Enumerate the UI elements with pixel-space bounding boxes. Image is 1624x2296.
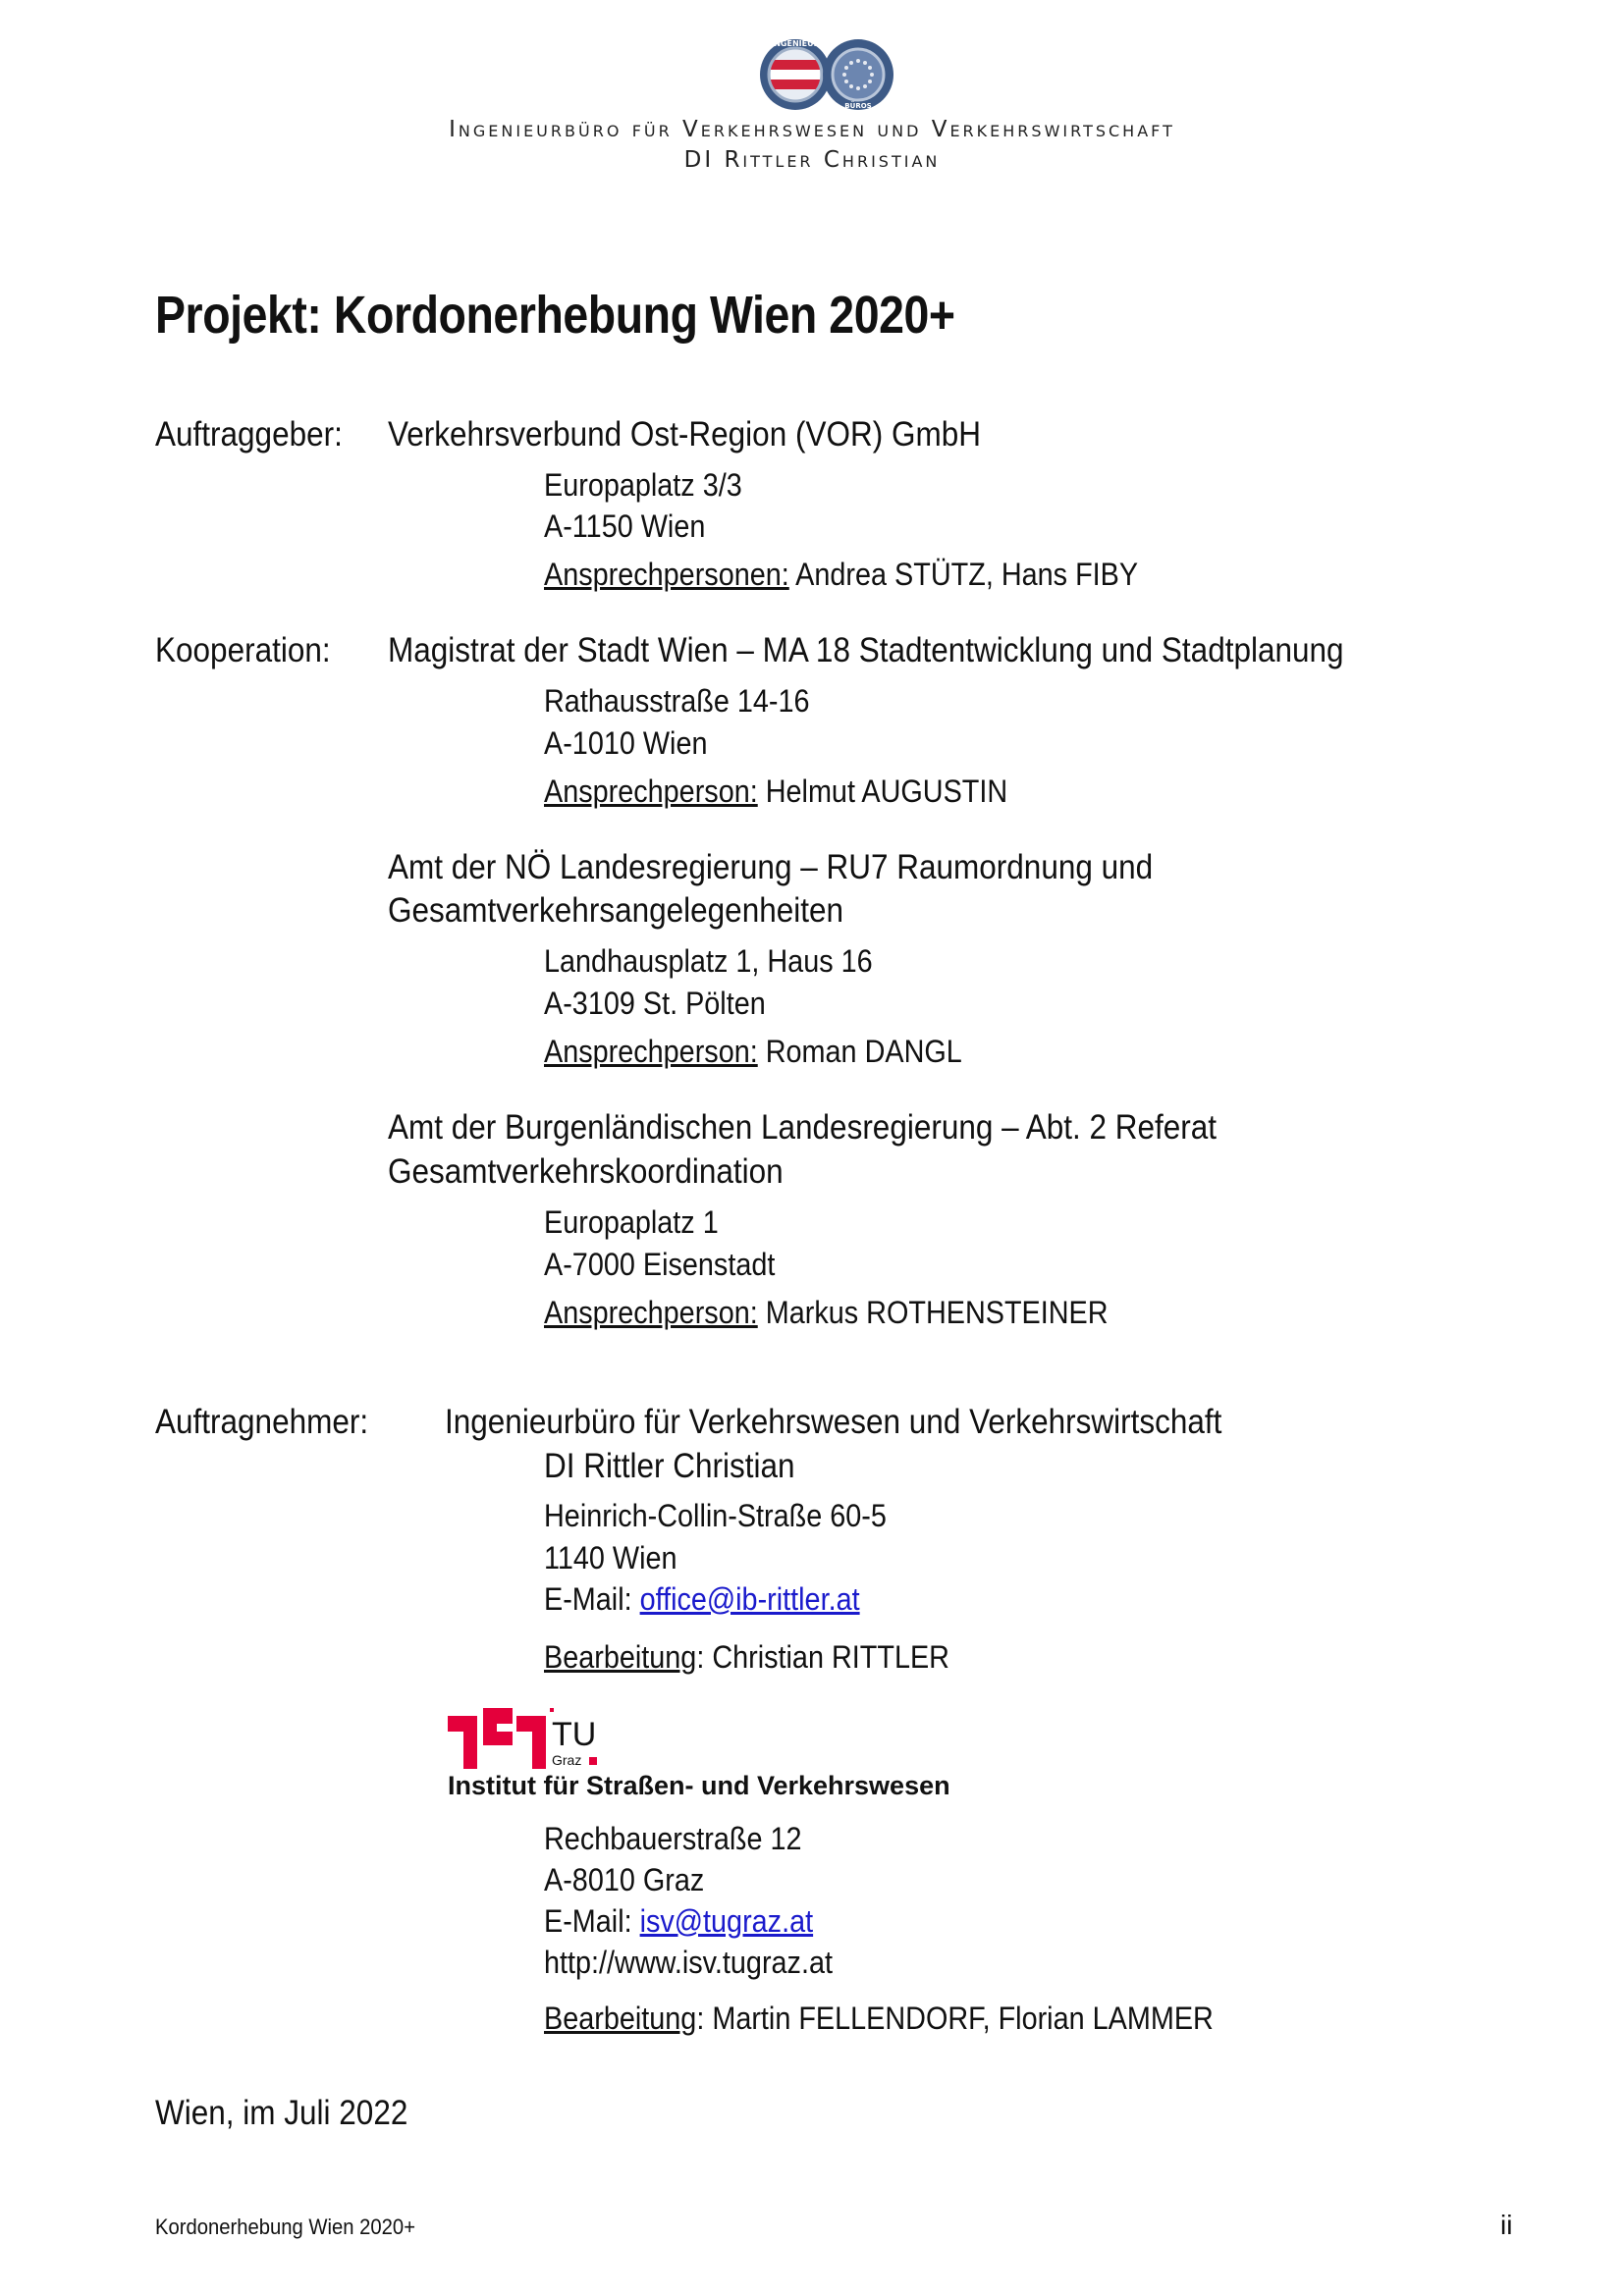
page-number: ii [1500,2210,1513,2240]
tu-graz-logo [448,1708,605,1769]
partner-ma18-contact-label: Ansprechperson: [544,774,758,809]
client-name: Verkehrsverbund Ost-Region (VOR) GmbH [388,415,981,454]
contractor-work-label: Bearbeitung [544,1639,697,1675]
partner-ma18-contact [544,774,1007,810]
partner-bgld-name-line2: Gesamtverkehrskoordination [388,1152,784,1191]
partner-ma18-name: Magistrat der Stadt Wien – MA 18 Stadtentwicklung und Stadtplanung [388,631,1344,669]
client-contact-names: Andrea STÜTZ, Hans FIBY [788,557,1139,592]
partner-noe-contact-name: Roman DANGL [757,1034,962,1069]
contractor-label: Auftragnehmer: [155,1403,369,1441]
partner-bgld-contact [544,1295,1109,1331]
tu-institute: Institut für Straßen- und Verkehrswesen [448,1771,950,1800]
contractor-street: Heinrich-Collin-Straße 60-5 [544,1498,887,1533]
partner-ma18-city: A-1010 Wien [544,725,708,761]
office-name: Ingenieurbüro für Verkehrswesen und Verkehrswirtschaft [449,117,1175,142]
partner-ma18-contact-name: Helmut AUGUSTIN [757,774,1008,809]
contractor-city: 1140 Wien [544,1540,677,1575]
contractor-email-line [544,1581,860,1618]
tu-email-label: E-Mail: [544,1903,640,1939]
client-city: A-1150 Wien [544,508,706,544]
cooperation-label: Kooperation: [155,631,331,669]
partner-bgld-city: A-7000 Eisenstadt [544,1247,776,1282]
partner-noe-street: Landhausplatz 1, Haus 16 [544,943,873,979]
contractor-name-line2: DI Rittler Christian [544,1447,795,1485]
tu-city: A-8010 Graz [544,1862,705,1897]
tu-street: Rechbauerstraße 12 [544,1821,802,1856]
tu-email-line [544,1903,813,1940]
tu-work-names: : Martin FELLENDORF, Florian LAMMER [696,2001,1214,2036]
contractor-email-link[interactable]: office@ib-rittler.at [639,1581,860,1617]
partner-bgld-contact-name: Markus ROTHENSTEINER [757,1295,1109,1330]
page-title: Projekt: Kordonerhebung Wien 2020+ [155,286,955,345]
client-contact-label: Ansprechpersonen: [544,557,789,592]
partner-ma18-street: Rathausstraße 14-16 [544,683,810,719]
partner-noe-contact-label: Ansprechperson: [544,1034,758,1069]
tu-email-link[interactable]: isv@tugraz.at [639,1903,814,1939]
place-date: Wien, im Juli 2022 [155,2094,408,2132]
ingenieurbueros-logo [756,35,899,114]
tu-work-label: Bearbeitung [544,2001,697,2036]
office-person: DI Rittler Christian [683,147,941,173]
partner-bgld-name-line1: Amt der Burgenländischen Landesregierung – Abt. 2 Referat [388,1108,1218,1147]
client-street: Europaplatz 3/3 [544,467,742,503]
partner-noe-city: A-3109 St. Pölten [544,986,766,1021]
client-contact [544,557,1138,593]
partner-noe-name-line1: Amt der NÖ Landesregierung – RU7 Raumordnung und [388,848,1154,886]
footer-title: Kordonerhebung Wien 2020+ [155,2215,416,2239]
contractor-work-names: : Christian RITTLER [696,1639,949,1675]
contractor-name-line1: Ingenieurbüro für Verkehrswesen und Verkehrswirtschaft [445,1403,1222,1441]
contractor-work [544,1639,949,1676]
tu-logo-graz: Graz [552,1752,582,1768]
contractor-email-label: E-Mail: [544,1581,640,1617]
partner-noe-name-line2: Gesamtverkehrsangelegenheiten [388,891,844,930]
tu-web[interactable]: http://www.isv.tugraz.at [544,1945,833,1980]
partner-noe-contact [544,1034,962,1070]
logo-text-top: INGENIEUR [771,39,820,48]
partner-bgld-contact-label: Ansprechperson: [544,1295,758,1330]
logo-text-bottom: BÜROS [844,102,872,110]
tu-work [544,2001,1214,2037]
partner-bgld-street: Europaplatz 1 [544,1204,719,1240]
tu-logo-text: TU [552,1716,597,1753]
client-label: Auftraggeber: [155,415,343,454]
